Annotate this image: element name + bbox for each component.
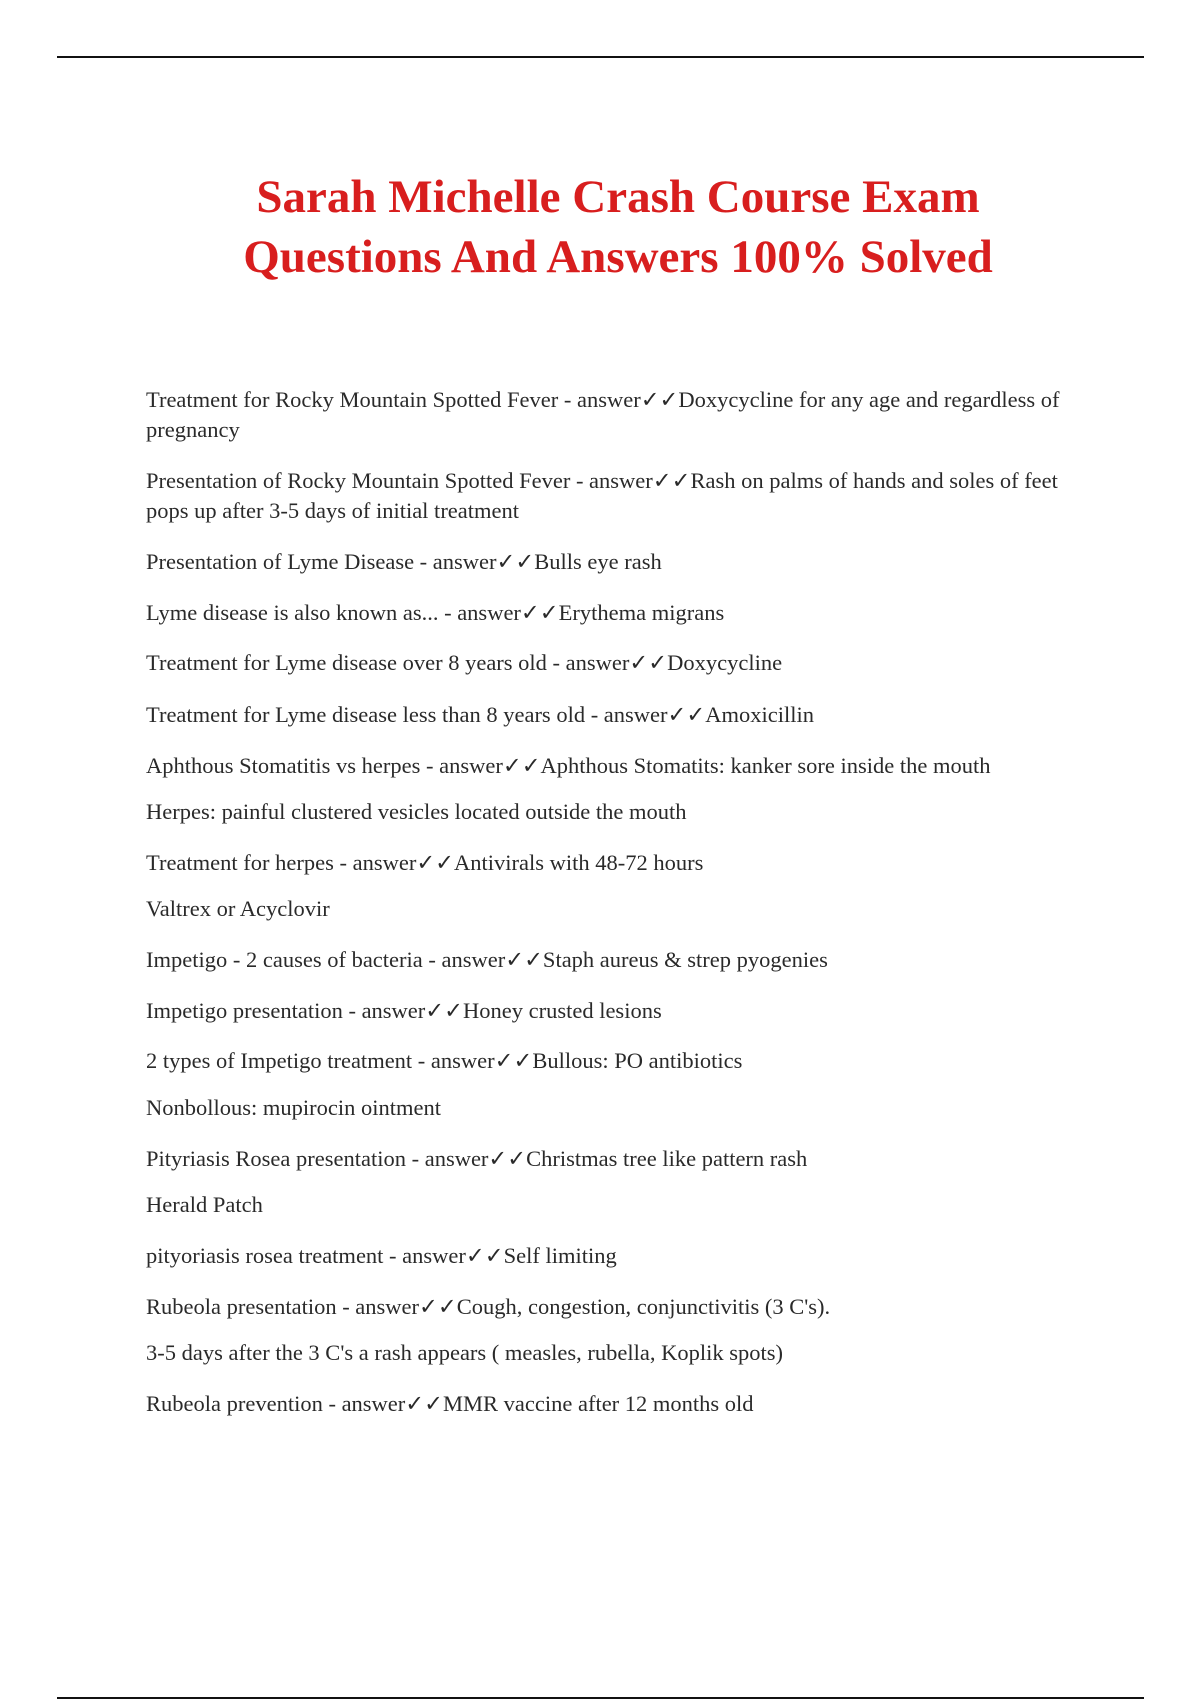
qa-line: Nonbollous: mupirocin ointment [146, 1095, 441, 1120]
title-line-2: Questions And Answers 100% Solved [243, 231, 993, 283]
qa-line: Lyme disease is also known as... - answer✓✓Erythema migrans [146, 600, 725, 625]
top-rule [57, 56, 1144, 58]
document-title [100, 167, 1136, 287]
qa-line: 2 types of Impetigo treatment - answer✓✓Bullous: PO antibiotics [146, 1048, 743, 1073]
qa-line: Herald Patch [146, 1192, 263, 1217]
qa-line: Impetigo - 2 causes of bacteria - answer✓✓Staph aureus & strep pyogenies [146, 947, 828, 972]
bottom-rule [57, 1697, 1144, 1699]
qa-line: Presentation of Lyme Disease - answer✓✓Bulls eye rash [146, 549, 662, 574]
qa-line: Treatment for Rocky Mountain Spotted Fever - answer✓✓Doxycycline for any age and regardless of pregnancy [146, 387, 1060, 442]
qa-line: Aphthous Stomatitis vs herpes - answer✓✓Aphthous Stomatits: kanker sore inside the mouth [146, 753, 991, 778]
qa-line: Rubeola prevention - answer✓✓MMR vaccine after 12 months old [146, 1391, 754, 1416]
qa-line: Valtrex or Acyclovir [146, 896, 330, 921]
qa-line: Presentation of Rocky Mountain Spotted Fever - answer✓✓Rash on palms of hands and soles of feet pops up after 3-5 days of initial treatment [146, 468, 1058, 523]
qa-line: Impetigo presentation - answer✓✓Honey crusted lesions [146, 998, 662, 1023]
qa-line: Rubeola presentation - answer✓✓Cough, congestion, conjunctivitis (3 C's). [146, 1294, 831, 1319]
qa-line: Pityriasis Rosea presentation - answer✓✓Christmas tree like pattern rash [146, 1146, 808, 1171]
qa-line: 3-5 days after the 3 C's a rash appears ( measles, rubella, Koplik spots) [146, 1340, 783, 1365]
title-line-1: Sarah Michelle Crash Course Exam [256, 171, 980, 223]
qa-line: Treatment for herpes - answer✓✓Antivirals with 48-72 hours [146, 850, 704, 875]
qa-line: Treatment for Lyme disease over 8 years old - answer✓✓Doxycycline [146, 650, 783, 675]
qa-line: Herpes: painful clustered vesicles located outside the mouth [146, 799, 687, 824]
qa-line: pityoriasis rosea treatment - answer✓✓Self limiting [146, 1243, 617, 1268]
qa-line: Treatment for Lyme disease less than 8 years old - answer✓✓Amoxicillin [146, 702, 814, 727]
